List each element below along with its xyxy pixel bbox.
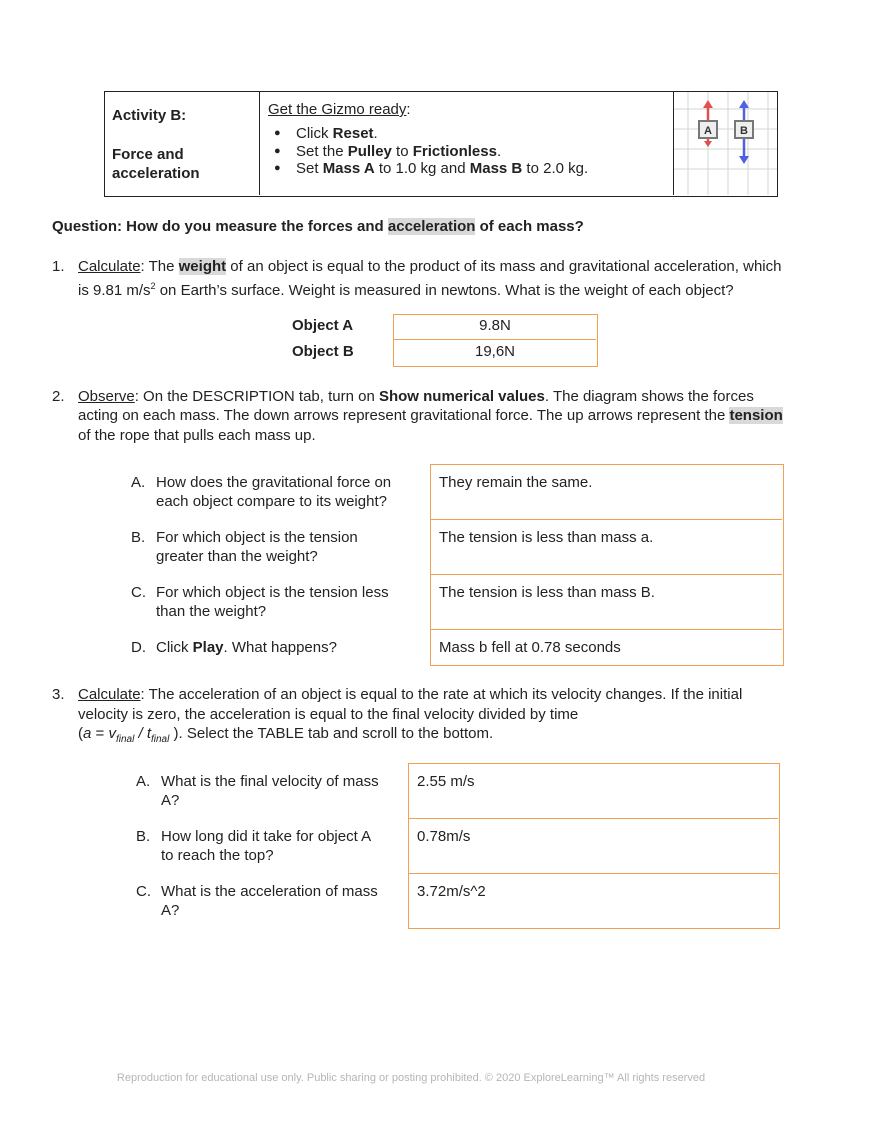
gizmo-ready-steps — [268, 125, 673, 178]
q2c-answer[interactable]: The tension is less than mass B. — [431, 575, 782, 630]
mass-b-label: B — [740, 125, 748, 137]
q3c-text-line2: A? — [161, 902, 180, 919]
q2-line2: acting on each mass. The down arrows represent gravitational force. The up arrows represent the tension — [78, 407, 783, 424]
q3-line1: Calculate: The acceleration of an object is equal to the rate at which its velocity changes. If the initial — [78, 686, 743, 703]
q2-line3: of the rope that pulls each mass up. — [78, 427, 316, 444]
activity-title-cell — [105, 92, 260, 195]
q3-line2: velocity is zero, the acceleration is equal to the final velocity divided by time — [78, 706, 579, 723]
q3b-letter: B. — [136, 828, 151, 845]
mass-a-label: A — [704, 125, 712, 137]
q2b-answer[interactable]: The tension is less than mass a. — [431, 520, 782, 575]
q3c-answer[interactable]: 3.72m/s^2 — [417, 883, 486, 900]
q2-number: 2. — [52, 388, 65, 405]
gizmo-ready-cell — [260, 92, 674, 195]
q2a-answer[interactable]: They remain the same. — [431, 465, 782, 520]
gizmo-ready-heading: Get the Gizmo ready: — [268, 101, 411, 118]
q2a-text-line2: each object compare to its weight? — [156, 493, 387, 510]
q2c-text-line2: than the weight? — [156, 603, 267, 620]
step-item: ● Click Reset. — [296, 125, 673, 143]
object-b-label: Object B — [292, 343, 354, 360]
q2d-text-line1: Click Play. What happens? — [156, 639, 337, 656]
q3b-text-line1: How long did it take for object A — [161, 828, 372, 845]
q2d-letter: D. — [131, 639, 146, 656]
q2d-answer[interactable]: Mass b fell at 0.78 seconds — [439, 639, 621, 656]
gizmo-diagram — [674, 92, 777, 195]
q3-answer-table — [408, 763, 780, 929]
q1-line2: is 9.81 $m/s^2$ on Earth’s surface. Weight is measured in newtons. What is the weight of each object? — [78, 281, 734, 299]
q2a-letter: A. — [131, 474, 146, 491]
step-item: ● Set the Pulley to Frictionless. — [296, 143, 673, 161]
weight-answer-a[interactable]: 9.8N — [394, 315, 596, 340]
q2-answer-table — [430, 464, 784, 666]
q3b-answer[interactable]: 0.78m/s — [409, 819, 778, 874]
q3a-text-line1: What is the final velocity of mass — [161, 773, 379, 790]
activity-subtitle-line2: acceleration — [112, 165, 200, 182]
q2-line1: Observe: On the DESCRIPTION tab, turn on Show numerical values. The diagram shows the forces — [78, 388, 754, 405]
activity-subtitle-line1: Force and — [112, 146, 184, 163]
step-item: ● Set Mass A to 1.0 kg and Mass B to 2.0 kg. — [296, 160, 673, 178]
q2a-text-line1: How does the gravitational force on — [156, 474, 392, 491]
question-heading: Question: How do you measure the forces and acceleration of each mass? — [52, 218, 584, 235]
q2c-text-line1: For which object is the tension less — [156, 584, 389, 601]
q2c-letter: C. — [131, 584, 146, 601]
q2b-text-line2: greater than the weight? — [156, 548, 318, 565]
q3a-text-line2: A? — [161, 792, 180, 809]
footer-copyright: Reproduction for educational use only. Public sharing or posting prohibited. © 2020 ExploreLearning™ All rights reserved — [116, 1072, 706, 1084]
q3c-letter: C. — [136, 883, 151, 900]
weight-answer-b[interactable]: 19,6N — [474, 343, 516, 360]
q1-number: 1. — [52, 258, 65, 275]
q3b-text-line2: to reach the top? — [161, 847, 274, 864]
pulley-diagram-icon — [674, 92, 777, 195]
q3c-text-line1: What is the acceleration of mass — [161, 883, 378, 900]
q1-line1: Calculate: The weight of an object is equal to the product of its mass and gravitational acceleration, which — [78, 258, 782, 275]
activity-title: Activity B: — [112, 107, 187, 124]
q2b-text-line1: For which object is the tension — [156, 529, 358, 546]
activity-header-table — [104, 91, 778, 197]
weight-table — [393, 314, 598, 367]
q3-formula-line: ($a = v_{final} / t_{final}$ ). Select the TABLE tab and scroll to the bottom. — [78, 725, 494, 745]
q3-number: 3. — [52, 686, 65, 703]
q3a-letter: A. — [136, 773, 151, 790]
q3a-answer[interactable]: 2.55 m/s — [409, 764, 778, 819]
q2b-letter: B. — [131, 529, 146, 546]
object-a-label: Object A — [292, 317, 354, 334]
